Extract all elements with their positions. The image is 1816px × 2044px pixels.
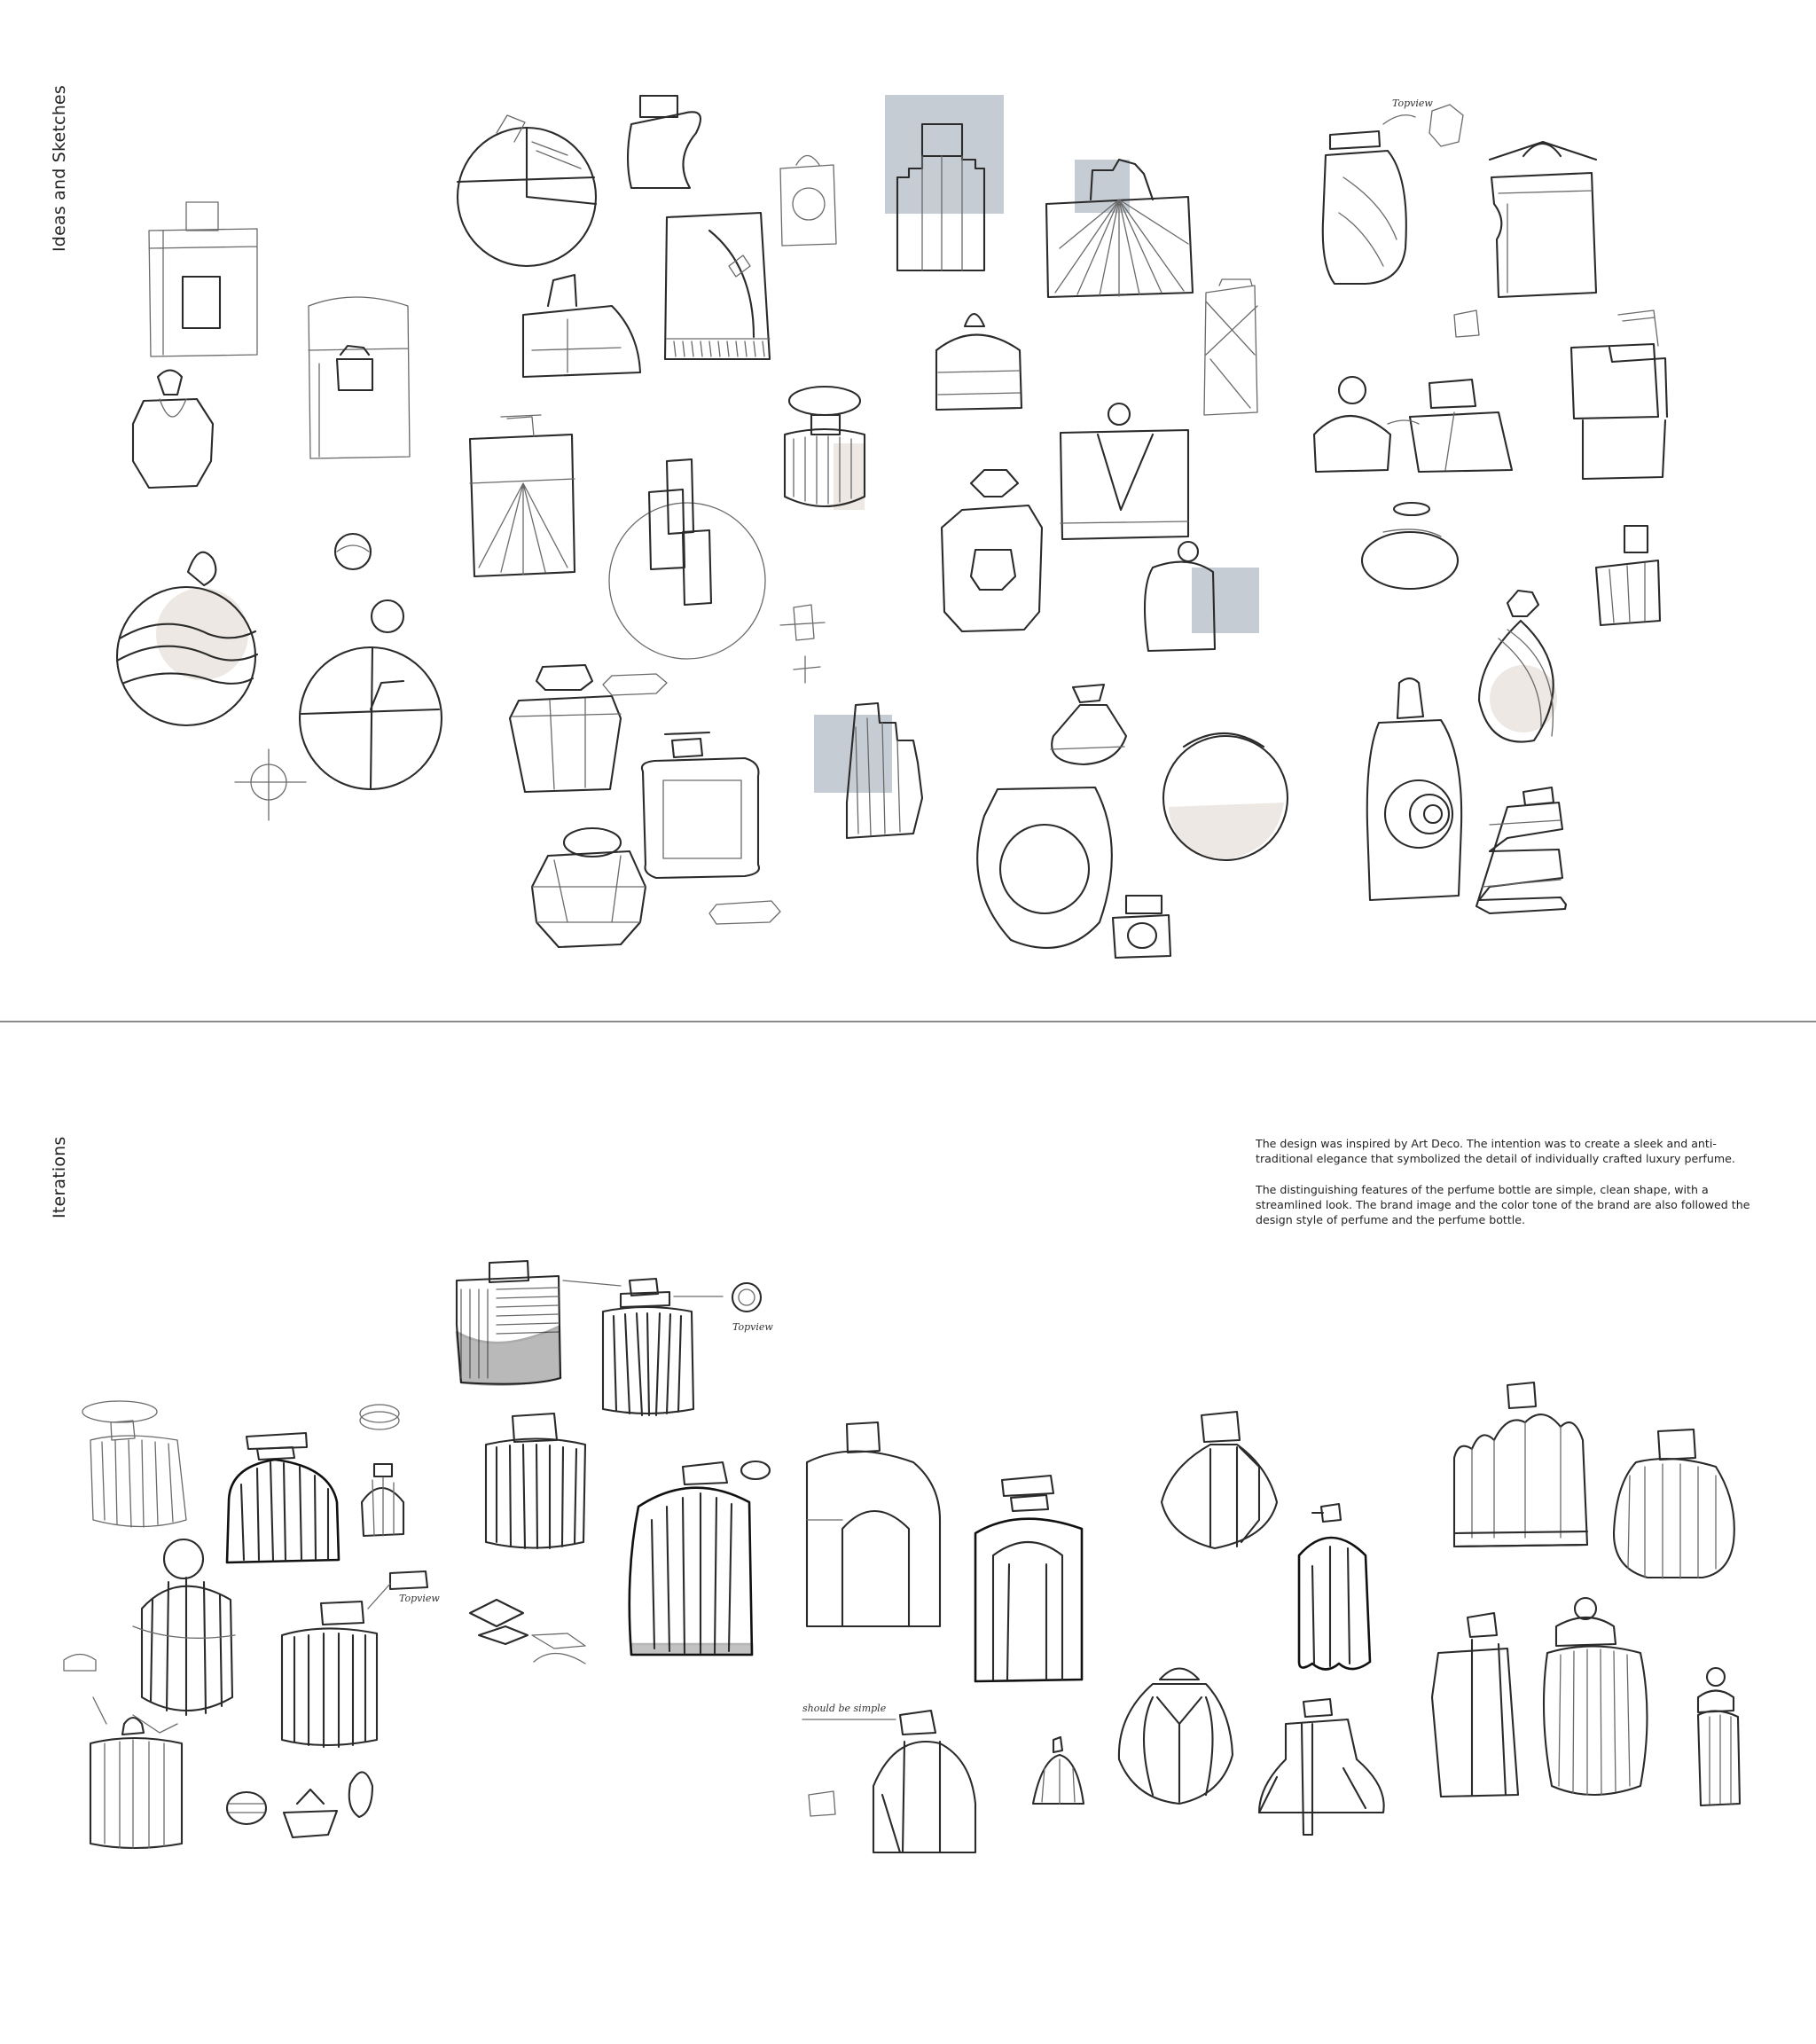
deco-rectangle-bottle-sketch bbox=[470, 415, 575, 576]
teardrop-beige-bottle-sketch bbox=[1479, 591, 1557, 742]
round-beige-bottle-sketch bbox=[1163, 733, 1288, 860]
topview-annotation: Topview bbox=[1392, 98, 1433, 109]
design-paragraph: The design was inspired by Art Deco. The intention was to create a sleek and anti-traditional elegance that symbolized the detail of individually crafted luxury perfume. bbox=[1256, 1137, 1735, 1165]
small-fluted-bottle-sketch bbox=[1596, 526, 1660, 625]
hexagon-gem-bottle-sketch bbox=[532, 828, 780, 947]
striped-dome-bottle-sketch bbox=[227, 1433, 339, 1562]
curved-jug-bottle-sketch bbox=[628, 96, 701, 188]
cross-mark-sketch bbox=[780, 605, 825, 683]
v-neck-bottle-sketch bbox=[1061, 403, 1188, 539]
round-quadrant-bottle-sketch bbox=[300, 600, 442, 789]
design-paragraph: The distinguishing features of the perfume bottle are simple, clean shape, with a streamlined look. The brand image and the color tone of the brand are also followed the design style of perfume and the perfume bottle. bbox=[1256, 1183, 1750, 1226]
page-divider bbox=[0, 1021, 1816, 1022]
ring-bottle-sketch bbox=[977, 685, 1126, 948]
tiny-ribbed-bottle-sketch bbox=[362, 1464, 403, 1536]
box-tower-bottle-sketch bbox=[1571, 310, 1667, 479]
tall-arc-box-sketch bbox=[665, 213, 770, 359]
iterations-page bbox=[0, 1023, 1816, 2044]
lidded-fluted-jar-sketch bbox=[82, 1401, 186, 1527]
crown-arch-bottle-sketch bbox=[1454, 1382, 1587, 1547]
barrel-bottle-sketch bbox=[1614, 1429, 1734, 1578]
should-be-simple-annotation: should be simple bbox=[802, 1703, 887, 1714]
target-flask-bottle-sketch bbox=[1367, 678, 1461, 900]
dome-bottle-sketch bbox=[936, 314, 1022, 410]
oval-bottle-sketch bbox=[1362, 503, 1458, 589]
pyramid-bottles-sketch bbox=[1314, 377, 1512, 472]
stacked-cube-bottle-sketch bbox=[149, 202, 257, 356]
large-lantern-jar-sketch bbox=[1544, 1598, 1648, 1795]
simple-arch-bottle-sketch bbox=[802, 1703, 975, 1852]
rounded-tall-bottle-sketch bbox=[975, 1476, 1082, 1681]
scalloped-bottle-sketch bbox=[1299, 1504, 1370, 1670]
arched-doorway-bottle-sketch bbox=[807, 1422, 940, 1626]
lantern-fluted-bottle-sketch bbox=[133, 1539, 235, 1733]
highlight-block bbox=[1192, 568, 1259, 633]
boxy-fluted-bottle-sketch bbox=[282, 1571, 440, 1747]
crosshair-sketch bbox=[235, 749, 306, 820]
slim-fluted-bottle-sketch bbox=[1698, 1668, 1740, 1805]
onion-bottle-sketch bbox=[1162, 1412, 1277, 1548]
small-ink-bottle-sketch bbox=[1113, 896, 1170, 958]
wedge-bottle-sketch bbox=[523, 275, 640, 377]
fan-stopper-bottle-sketch bbox=[133, 371, 213, 489]
small-lidded-jar-sketch bbox=[64, 1655, 182, 1849]
small-bell-bottle-sketch bbox=[1033, 1737, 1084, 1804]
macaron-cap-sketch bbox=[360, 1405, 399, 1429]
flask-bottle-sketch bbox=[1323, 98, 1463, 284]
ribbed-small-round-sketch bbox=[227, 1772, 372, 1837]
rectangle-cap-bottle-sketch bbox=[642, 732, 759, 878]
cutout-box-bottle-sketch bbox=[1454, 142, 1596, 337]
split-circle-icon-sketch bbox=[335, 534, 371, 569]
round-pie-bottle-sketch bbox=[458, 115, 596, 266]
folded-lattice-sketch bbox=[470, 1600, 585, 1664]
fluted-jar-beige-sketch bbox=[785, 387, 865, 510]
wavy-top-box-bottle-sketch bbox=[309, 297, 410, 458]
octagon-gem-bottle-sketch bbox=[942, 470, 1042, 631]
wavy-sphere-bottle-sketch bbox=[117, 552, 257, 725]
striped-box-bottle-sketch bbox=[457, 1261, 621, 1385]
fan-skirt-bottle-sketch bbox=[1259, 1699, 1384, 1835]
topview-annotation: Topview bbox=[732, 1321, 773, 1333]
spiral-tower-bottle-sketch bbox=[1476, 787, 1566, 913]
sketch-board-bottom bbox=[0, 1023, 1816, 2044]
small-cube-bottle-sketch bbox=[780, 156, 836, 247]
highlight-block bbox=[885, 95, 1004, 214]
iterations-title: Iterations bbox=[50, 1136, 69, 1218]
sphere-deco-bottle-sketch bbox=[1119, 1669, 1233, 1805]
fluted-tall-bottle-sketch bbox=[603, 1279, 773, 1415]
topview-annotation: Topview bbox=[399, 1593, 440, 1604]
ideas-and-sketches-title: Ideas and Sketches bbox=[50, 85, 69, 252]
draped-fluted-bottle-sketch bbox=[630, 1461, 770, 1655]
angled-tall-bottle-sketch bbox=[1432, 1613, 1518, 1797]
circle-rectangle-bottle-sketch bbox=[609, 459, 765, 659]
fluted-cylinder-jar-sketch bbox=[486, 1414, 585, 1548]
prism-bottle-sketch bbox=[1204, 279, 1257, 415]
